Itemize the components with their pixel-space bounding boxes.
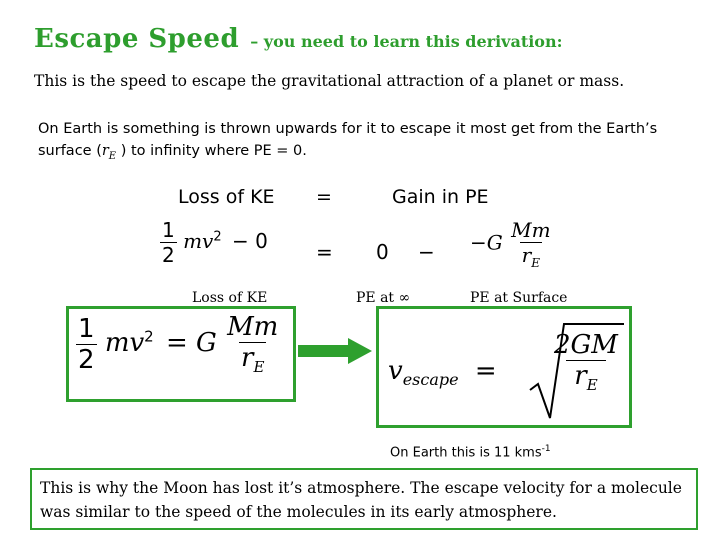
row2-half-fraction [160, 218, 177, 267]
right-arrow-icon [296, 336, 376, 366]
row2-mm-fraction [509, 218, 552, 270]
row2-two: 2 [162, 243, 175, 267]
row2-zero: 0 [376, 240, 389, 264]
box2-gm-fraction [546, 330, 626, 394]
paragraph-part2: ) to infinity where PE = 0. [116, 143, 307, 159]
box1-equation [76, 312, 280, 376]
row2-squared: 2 [213, 229, 222, 245]
row2-mv: mv [183, 229, 214, 253]
box1-one: 1 [78, 313, 95, 344]
row2-r-e: $r_E$ [521, 243, 540, 270]
box1-r-e: $r_E$ [241, 343, 265, 377]
row1-gain-pe: Gain in PE [392, 186, 489, 208]
paragraph-part1: On Earth is something is thrown upwards for it to escape it most get from the Earth’s surface ( [38, 121, 658, 159]
row2-left-expression [160, 218, 268, 267]
box1-mv: mv [104, 328, 145, 359]
row2-mm: Mm [511, 218, 551, 242]
box1-two: 2 [78, 344, 95, 375]
earth-escape-note [390, 444, 551, 460]
page-title [34, 24, 563, 54]
box1-equals-g: = G [165, 328, 217, 359]
earth-note-text: On Earth this is 11 kms [390, 445, 542, 461]
label-loss-ke: Loss of KE [192, 290, 268, 306]
row2-equals: = [316, 240, 333, 264]
moon-atmosphere-note: This is why the Moon has lost it’s atmosphere. The escape velocity for a molecule was similar to the speed of the molecules in its early atmosphere. [30, 468, 698, 530]
row1-loss-ke: Loss of KE [178, 186, 275, 208]
box2-2gm: 2GM [554, 330, 618, 360]
box2-equals: = [474, 356, 497, 386]
box2-escape: escape [402, 370, 459, 390]
intro-text: This is the speed to escape the gravitational attraction of a planet or mass. [34, 72, 625, 90]
explanation-paragraph [38, 118, 698, 168]
title-main: Escape Speed [34, 24, 240, 54]
box2-fraction [546, 330, 626, 394]
box1-mm: Mm [227, 312, 279, 342]
paragraph-r: r [101, 143, 109, 159]
row2-one: 1 [162, 218, 175, 242]
box2-lhs [388, 356, 497, 389]
row2-pe-surface-expression [470, 218, 553, 270]
box2-r-e: $r_E$ [566, 360, 605, 394]
box1-half-fraction [76, 314, 97, 375]
title-subtitle: – you need to learn this derivation: [250, 32, 563, 51]
row1-equals: = [316, 186, 332, 208]
label-pe-surface: PE at Surface [470, 290, 568, 306]
paragraph-sub-e: E [108, 150, 117, 162]
row2-minus-zero: − 0 [232, 229, 268, 253]
row2-neg-g: −G [470, 230, 503, 255]
label-pe-infinity: PE at ∞ [356, 290, 411, 306]
earth-note-sup: -1 [541, 444, 551, 454]
row2-minus: − [418, 240, 435, 264]
box1-mm-fraction [225, 312, 280, 376]
box1-squared: 2 [144, 327, 154, 346]
box2-v: v [388, 356, 403, 386]
